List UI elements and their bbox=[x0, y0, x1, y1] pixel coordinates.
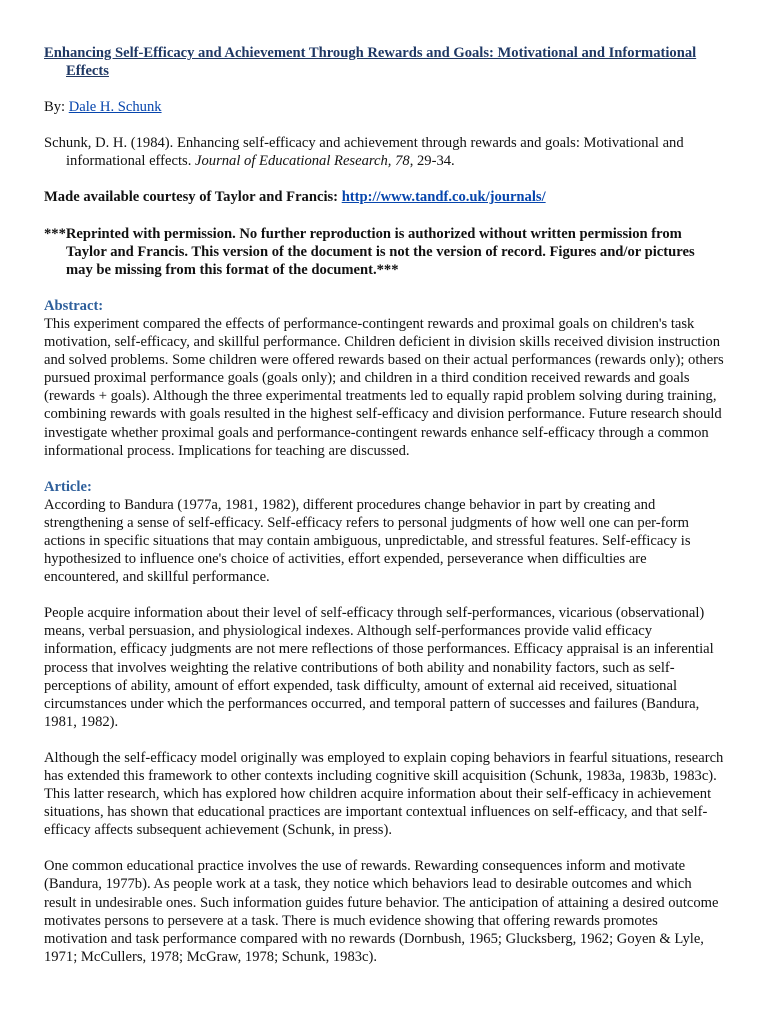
citation-pages: , 29-34. bbox=[409, 153, 455, 170]
article-paragraph: According to Bandura (1977a, 1981, 1982), different procedures change behavior in part by creating and strengthening a sense of self-efficacy. Self-efficacy refers to personal judgments of how well one can per-form actions in specific situations that may contain ambiguous, unpredictable, and stressful features. Self-efficacy is hypothesized to influence one's choice of activities, effort expended, perseverance when difficulties are encountered, and skillful performance. bbox=[44, 496, 691, 586]
author-link[interactable]: Dale H. Schunk bbox=[68, 99, 162, 116]
article-heading: Article: bbox=[44, 478, 92, 495]
courtesy-label: Made available courtesy of Taylor and Francis: bbox=[44, 189, 342, 206]
permission-notice: ***Reprinted with permission. No further reproduction is authorized without written permission from Taylor and Francis. This version of the document is not the version of record. Figures and/or pictures may be missing from this format of the document.*** bbox=[44, 225, 695, 278]
article-paragraph: One common educational practice involves the use of rewards. Rewarding consequences inform and motivate (Bandura, 1977b). As people work at a task, they notice which behaviors lead to desirable outcomes and which result in undesirable ones. Such information guides future behavior. The anticipation of attaining a desired outcome motivates persons to persevere at a task. There is much evidence showing that offering rewards promotes motivation and task performance compared with no rewards (Dornbush, 1965; Glucksberg, 1962; Goyen & Lyle, 1971; McCullers, 1978; McGraw, 1978; Schunk, 1983c). bbox=[44, 858, 719, 965]
citation-journal: Journal of Educational Research, 78 bbox=[195, 153, 410, 170]
citation-text: Schunk, D. H. (1984). Enhancing self-efficacy and achievement through rewards and goals: Motivational and informational effects. bbox=[44, 135, 684, 170]
courtesy-line bbox=[44, 188, 724, 206]
citation bbox=[44, 134, 724, 170]
publisher-url-link[interactable]: http://www.tandf.co.uk/journals/ bbox=[341, 189, 546, 206]
document-title[interactable]: Enhancing Self-Efficacy and Achievement Through Rewards and Goals: Motivational and Informational Effects bbox=[44, 45, 697, 80]
article-paragraph: People acquire information about their level of self-efficacy through self-performances, vicarious (observational) means, verbal persuasion, and physiological indexes. Although self-performances provide valid efficacy information, efficacy judgments are not mere reflections of those performances. Efficacy appraisal is an inferential process that involves weighting the relative contributions of both ability and nonability factors, such as self-perceptions of ability, amount of effort expended, task difficulty, amount of external aid received, situational circumstances under which the performances occurred, and temporal pattern of successes and failures (Bandura, 1981, 1982). bbox=[44, 605, 714, 730]
abstract-heading: Abstract: bbox=[44, 297, 104, 314]
byline bbox=[44, 98, 724, 116]
abstract-text: This experiment compared the effects of performance-contingent rewards and proximal goals on children's task motivation, self-efficacy, and skillful performance. Children deficient in division skills received division instruction and solved problems. Some children were offered rewards based on their actual performances (rewards only); others pursued proximal performance goals (goals only); and children in a third condition received rewards and goals (rewards + goals). Although the three experimental treatments led to equally rapid problem solving during training, combining rewards with goals resulted in the highest self-efficacy and division performance. Future research should investigate whether proximal goals and performance-contingent rewards enhance self-efficacy through a common informational process. Implications for teaching are discussed. bbox=[44, 315, 724, 459]
document-page bbox=[44, 44, 724, 966]
article-paragraph: Although the self-efficacy model originally was employed to explain coping behaviors in fearful situations, research has extended this framework to other contexts including cognitive skill acquisition (Schunk, 1983a, 1983b, 1983c). This latter research, which has explored how children acquire information about their self-efficacy in achievement situations, has shown that educational practices are important contextual influences on self-efficacy, and that self-efficacy affects subsequent achievement (Schunk, in press). bbox=[44, 749, 724, 839]
byline-prefix: By: bbox=[44, 99, 69, 116]
